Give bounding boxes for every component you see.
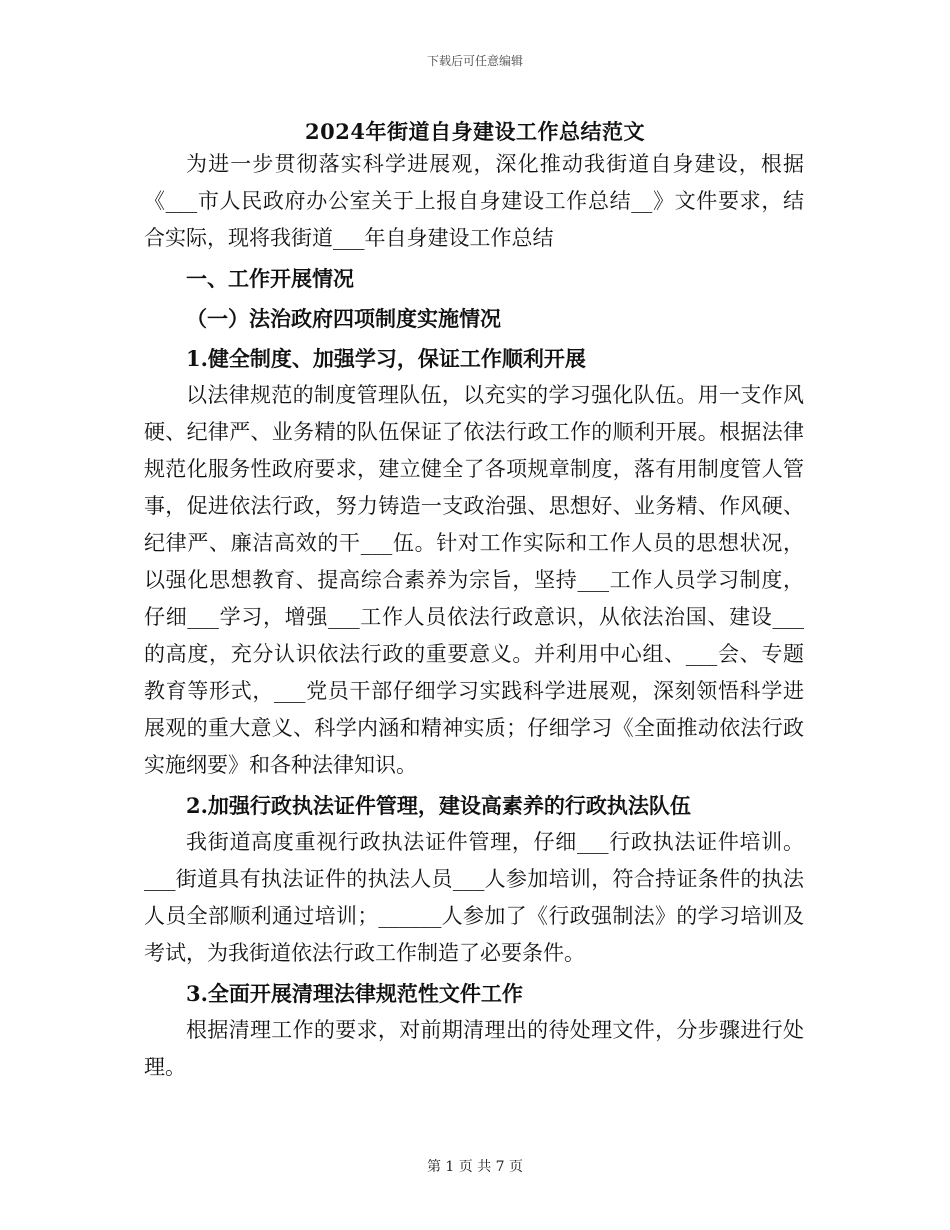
item-heading-1: 1.健全制度、加强学习，保证工作顺利开展: [186, 346, 586, 371]
item-paragraph-3: 根据清理工作的要求，对前期清理出的待处理文件，分步骤进行处理。: [144, 1018, 804, 1079]
document-title: 2024年街道自身建设工作总结范文: [305, 119, 645, 144]
item-paragraph-1: 以法律规范的制度管理队伍，以充实的学习强化队伍。用一支作风硬、纪律严、业务精的队伍保证了依法行政工作的顺利开展。根据法律规范化服务性政府要求，建立健全了各项规章制度，落有用制度管人管事，促进依法行政，努力铸造一支政治强、思想好、业务精、作风硬、纪律严、廉洁高效的干___伍。针对工作实际和工作人员的思想状况，以强化思想教育、提高综合素养为宗旨，坚持___工作人员学习制度，仔细___学习，增强___工作人员依法行政意识，从依法治国、建设___的高度，充分认识依法行政的重要意义。并利用中心组、___会、专题教育等形式，___党员干部仔细学习实践科学进展观，深刻领悟科学进展观的重大意义、科学内涵和精神实质；仔细学习《全面推动依法行政实施纲要》和各种法律知识。: [144, 383, 804, 777]
header-note: 下载后可任意编辑: [426, 54, 523, 68]
item-heading-3: 3.全面开展清理法律规范性文件工作: [186, 981, 523, 1006]
page-footer: 第 1 页 共 7 页: [426, 1159, 524, 1175]
subsection-heading-1: （一）法治政府四项制度实施情况: [186, 306, 501, 331]
item-paragraph-2: 我街道高度重视行政执法证件管理，仔细___行政执法证件培训。___街道具有执法证件的执法人员___人参加培训，符合持证条件的执法人员全部顺利通过培训；______人参加了《行政强制法》的学习培训及考试，为我街道依法行政工作制造了必要条件。: [144, 830, 804, 965]
section-heading-1: 一、工作开展情况: [186, 266, 354, 291]
document-body: [144, 146, 804, 1086]
item-heading-2: 2.加强行政执法证件管理，建设高素养的行政执法队伍: [186, 793, 691, 818]
intro-paragraph: 为进一步贯彻落实科学进展观，深化推动我街道自身建设，根据《___市人民政府办公室关于上报自身建设工作总结__》文件要求，结合实际，现将我街道___年自身建设工作总结: [144, 152, 804, 250]
